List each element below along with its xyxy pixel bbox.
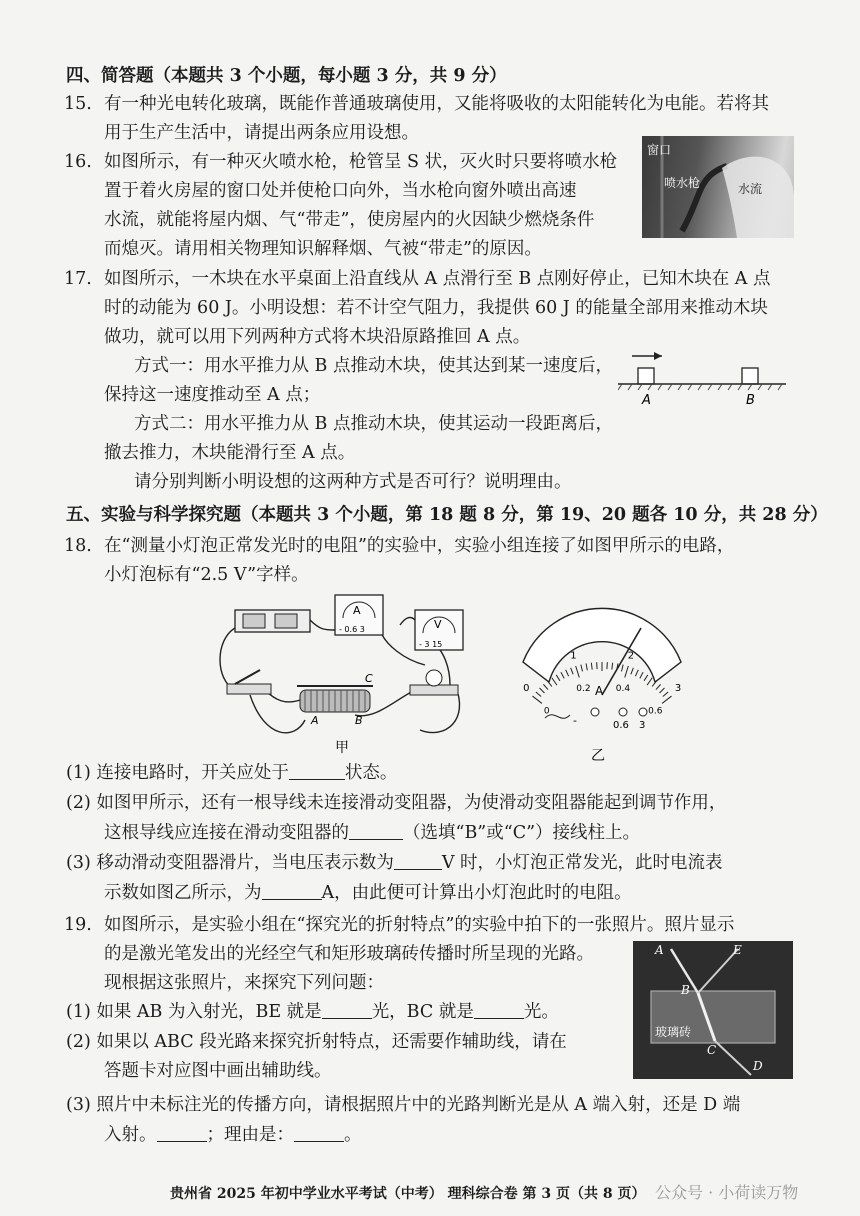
q19-part1-text: 光，BC 就是 (371, 1002, 474, 1022)
question-19-line: 如图所示，是实验小组在“探究光的折射特点”的实验中拍下的一张照片。照片显示 (104, 915, 735, 935)
q18-part3-text: 示数如图乙所示，为 (104, 883, 262, 903)
ray-BE (698, 949, 738, 993)
photo-label-glass: 玻璃砖 (655, 1025, 692, 1039)
q18-part1-text: 状态。 (344, 763, 398, 783)
q18-part1 (66, 760, 397, 786)
answer-blank[interactable] (349, 821, 403, 840)
battery-cell (275, 614, 297, 628)
rheostat-terminal-C: C (365, 672, 373, 685)
q19-part1 (66, 999, 559, 1025)
photo-label-E: E (733, 943, 742, 957)
answer-blank[interactable] (289, 761, 345, 780)
dial-tick (536, 692, 541, 697)
dial-tick (556, 675, 560, 681)
question-17-line: 撤去推力，木块能滑行至 A 点。 (104, 443, 356, 463)
ammeter-dial-figure-yi (515, 600, 690, 765)
dial-tick (591, 663, 592, 670)
block-at-B (742, 368, 758, 384)
dial-tick (561, 672, 564, 678)
block-slide-figure (618, 350, 788, 410)
answer-blank[interactable] (474, 1000, 524, 1019)
dial-tick (552, 678, 557, 685)
q19-part3-text: ；理由是： (206, 1125, 294, 1145)
photo-label-D: D (753, 1059, 763, 1073)
circuit-figure-jia (205, 590, 470, 760)
question-15-number: 15. (64, 94, 92, 114)
question-17-line: 时的动能为 60 J。小明设想：若不计空气阻力，我提供 60 J 的能量全部用来推动木块 (104, 298, 768, 318)
dial-tick-label-bottom: 0.6 (648, 706, 663, 717)
rheostat-terminal-A: A (311, 714, 319, 727)
dial-tick (576, 666, 580, 677)
dial-tick (640, 672, 643, 678)
dial-tick-label-bottom: 0.4 (615, 684, 631, 695)
dial-unit-symbol: A (595, 684, 604, 698)
figure-label-jia: 甲 (335, 740, 349, 756)
dial-terminal-label: 0.6 (613, 720, 629, 731)
dial-terminal-label: 3 (639, 720, 646, 731)
q19-part2-line1: (2) 如果以 ABC 段光路来探究折射特点，还需要作辅助线，请在 (66, 1032, 567, 1052)
label-A: A (642, 393, 651, 408)
photo-label-C: C (707, 1043, 717, 1057)
dial-tick (625, 666, 629, 677)
q19-part2-line2: 答题卡对应图中画出辅助线。 (104, 1061, 332, 1081)
dial-tick (532, 696, 541, 703)
photo-label-A: A (655, 943, 664, 957)
dial-tick (571, 668, 573, 675)
wire (400, 618, 415, 625)
dial-tick-label-bottom: 0.2 (576, 684, 591, 695)
question-17-line: 如图所示，一木块在水平桌面上沿直线从 A 点滑行至 B 点刚好停止，已知木块在 A 点 (104, 269, 771, 289)
section-heading-4: 四、简答题（本题共 3 个小题，每小题 3 分，共 9 分） (66, 66, 507, 86)
q18-part2-line2 (104, 820, 640, 846)
ammeter-symbol: A (353, 604, 361, 617)
dial-tick (663, 692, 668, 697)
question-16-line: 而熄灭。请用相关物理知识解释烟、气被“带走”的原因。 (104, 239, 542, 259)
question-16-line: 置于着火房屋的窗口处并使枪口向外，当水枪向窗外喷出高速 (104, 181, 577, 201)
rheostat-terminal-B: B (355, 714, 363, 727)
dial-tick-label-top: 1 (570, 650, 577, 662)
dial-tick (631, 668, 633, 675)
question-16-number: 16. (64, 152, 92, 172)
q19-part3-text: 。 (344, 1125, 362, 1145)
answer-blank[interactable] (294, 1123, 344, 1142)
question-17-number: 17. (64, 269, 92, 289)
ray-CD (715, 1041, 751, 1075)
answer-blank[interactable] (394, 851, 442, 870)
question-19-line: 的是激光笔发出的光经空气和矩形玻璃砖传播时所呈现的光路。 (104, 944, 594, 964)
q19-part1-text: (1) 如果 AB 为入射光，BE 就是 (66, 1002, 322, 1022)
question-17-line: 做功，就可以用下列两种方式将木块沿原路推回 A 点。 (104, 327, 531, 347)
dial-tick (566, 670, 569, 676)
dial-tick (621, 665, 623, 672)
q18-part3-line2 (104, 880, 632, 906)
question-19-number: 19. (64, 915, 92, 935)
question-17-line: 方式一：用水平推力从 B 点推动木块，使其达到某一速度后， (134, 356, 613, 376)
photo-label-B: B (681, 983, 690, 997)
dial-tick (656, 684, 661, 689)
photo-label-window: 窗口 (647, 143, 672, 157)
block-at-A (638, 368, 654, 384)
fire-gun-photo (642, 136, 794, 238)
q18-part2-text: 这根导线应连接在滑动变阻器的 (104, 823, 349, 843)
figure-label-yi: 乙 (591, 748, 605, 764)
label-B: B (746, 393, 755, 408)
q18-part2-line1: (2) 如图甲所示，还有一根导线未连接滑动变阻器，为使滑动变阻器能起到调节作用， (66, 793, 727, 813)
dial-tick-label-bottom: 0 (543, 706, 550, 717)
q19-part1-text: 光。 (523, 1002, 559, 1022)
q19-part3-text: 入射。 (104, 1125, 157, 1145)
page-footer: 贵州省 2025 年初中学业水平考试（中考） 理科综合卷 第 3 页（共 8 页） (170, 1186, 646, 1202)
dial-tick (644, 675, 648, 681)
watermark: 公众号 · 小荷读万物 (655, 1183, 799, 1202)
dial-tick-label-top: 2 (627, 650, 635, 662)
dial-tick (660, 688, 665, 693)
answer-blank[interactable] (157, 1123, 207, 1142)
photo-label-gun: 喷水枪 (664, 176, 701, 190)
question-17-line: 方式二：用水平推力从 B 点推动木块，使其运动一段距离后， (134, 414, 613, 434)
dial-tick (612, 663, 613, 670)
dial-terminal-knob (619, 708, 627, 716)
arrow-head (654, 352, 662, 360)
switch-base (227, 684, 271, 694)
dial-tick (662, 696, 671, 703)
dial-tick (581, 665, 583, 672)
q18-part1-text: (1) 连接电路时，开关应处于 (66, 763, 289, 783)
voltmeter-terminals: - 3 15 (419, 640, 443, 649)
question-19-line: 现根据这张照片，来探究下列问题： (104, 973, 384, 993)
dial-tick (540, 688, 545, 693)
q18-part3-line1 (66, 850, 723, 876)
section-heading-5: 五、实验与科学探究题（本题共 3 个小题，第 18 题 8 分，第 19、20 题各 10 分，共 28 分） (66, 505, 828, 525)
lamp-bulb (426, 670, 442, 686)
q18-part2-text: （选填“B”或“C”）接线柱上。 (403, 823, 641, 843)
dial-terminal-knob (591, 708, 599, 716)
question-18-line: 在“测量小灯泡正常发光时的电阻”的实验中，实验小组连接了如图甲所示的电路， (104, 536, 735, 556)
surface-hatching (618, 384, 782, 390)
photo-label-water: 水流 (738, 182, 763, 196)
dial-tick (647, 678, 652, 685)
q18-part3-text: V 时，小灯泡正常发光，此时电流表 (441, 853, 723, 873)
wire (220, 628, 235, 690)
q19-part3-line1: (3) 照片中未标注光的传播方向，请根据照片中的光路判断光是从 A 端入射，还是 D 端 (66, 1095, 741, 1115)
q19-part3-line2 (104, 1122, 362, 1148)
dial-tick-label-top: 3 (674, 683, 682, 695)
refraction-photo (633, 941, 793, 1079)
q18-part3-text: A，由此便可计算出小灯泡此时的电阻。 (321, 883, 632, 903)
switch-lever (235, 670, 260, 684)
dial-terminal-label: - (573, 714, 577, 727)
wire (310, 620, 335, 630)
question-15-line: 用于生产生活中，请提出两条应用设想。 (104, 123, 419, 143)
voltmeter-symbol: V (434, 618, 442, 631)
question-17-line: 保持这一速度推动至 A 点； (104, 385, 321, 405)
question-18-line: 小灯泡标有“2.5 V”字样。 (104, 565, 309, 585)
ammeter-terminals: - 0.6 3 (339, 625, 365, 634)
battery-cell (243, 614, 265, 628)
question-15-line: 有一种光电转化玻璃，既能作普通玻璃使用，又能将吸收的太阳能转化为电能。若将其 (104, 94, 769, 114)
question-16-line: 水流，就能将屋内烟、气“带走”，使房屋内的火因缺少燃烧条件 (104, 210, 595, 230)
q18-part3-text: (3) 移动滑动变阻器滑片，当电压表示数为 (66, 853, 394, 873)
question-17-line: 请分别判断小明设想的这两种方式是否可行？说明理由。 (134, 472, 572, 492)
dial-terminal-knob (639, 708, 647, 716)
question-16-line: 如图所示，有一种灭火喷水枪，枪管呈 S 状，灭火时只要将喷水枪 (104, 152, 618, 172)
dial-tick (543, 684, 548, 689)
answer-blank[interactable] (322, 1000, 372, 1019)
dial-tick (586, 663, 587, 670)
question-18-number: 18. (64, 536, 92, 556)
answer-blank[interactable] (262, 881, 322, 900)
dial-tick (635, 670, 638, 676)
dial-tick-label-top: 0 (523, 683, 530, 695)
